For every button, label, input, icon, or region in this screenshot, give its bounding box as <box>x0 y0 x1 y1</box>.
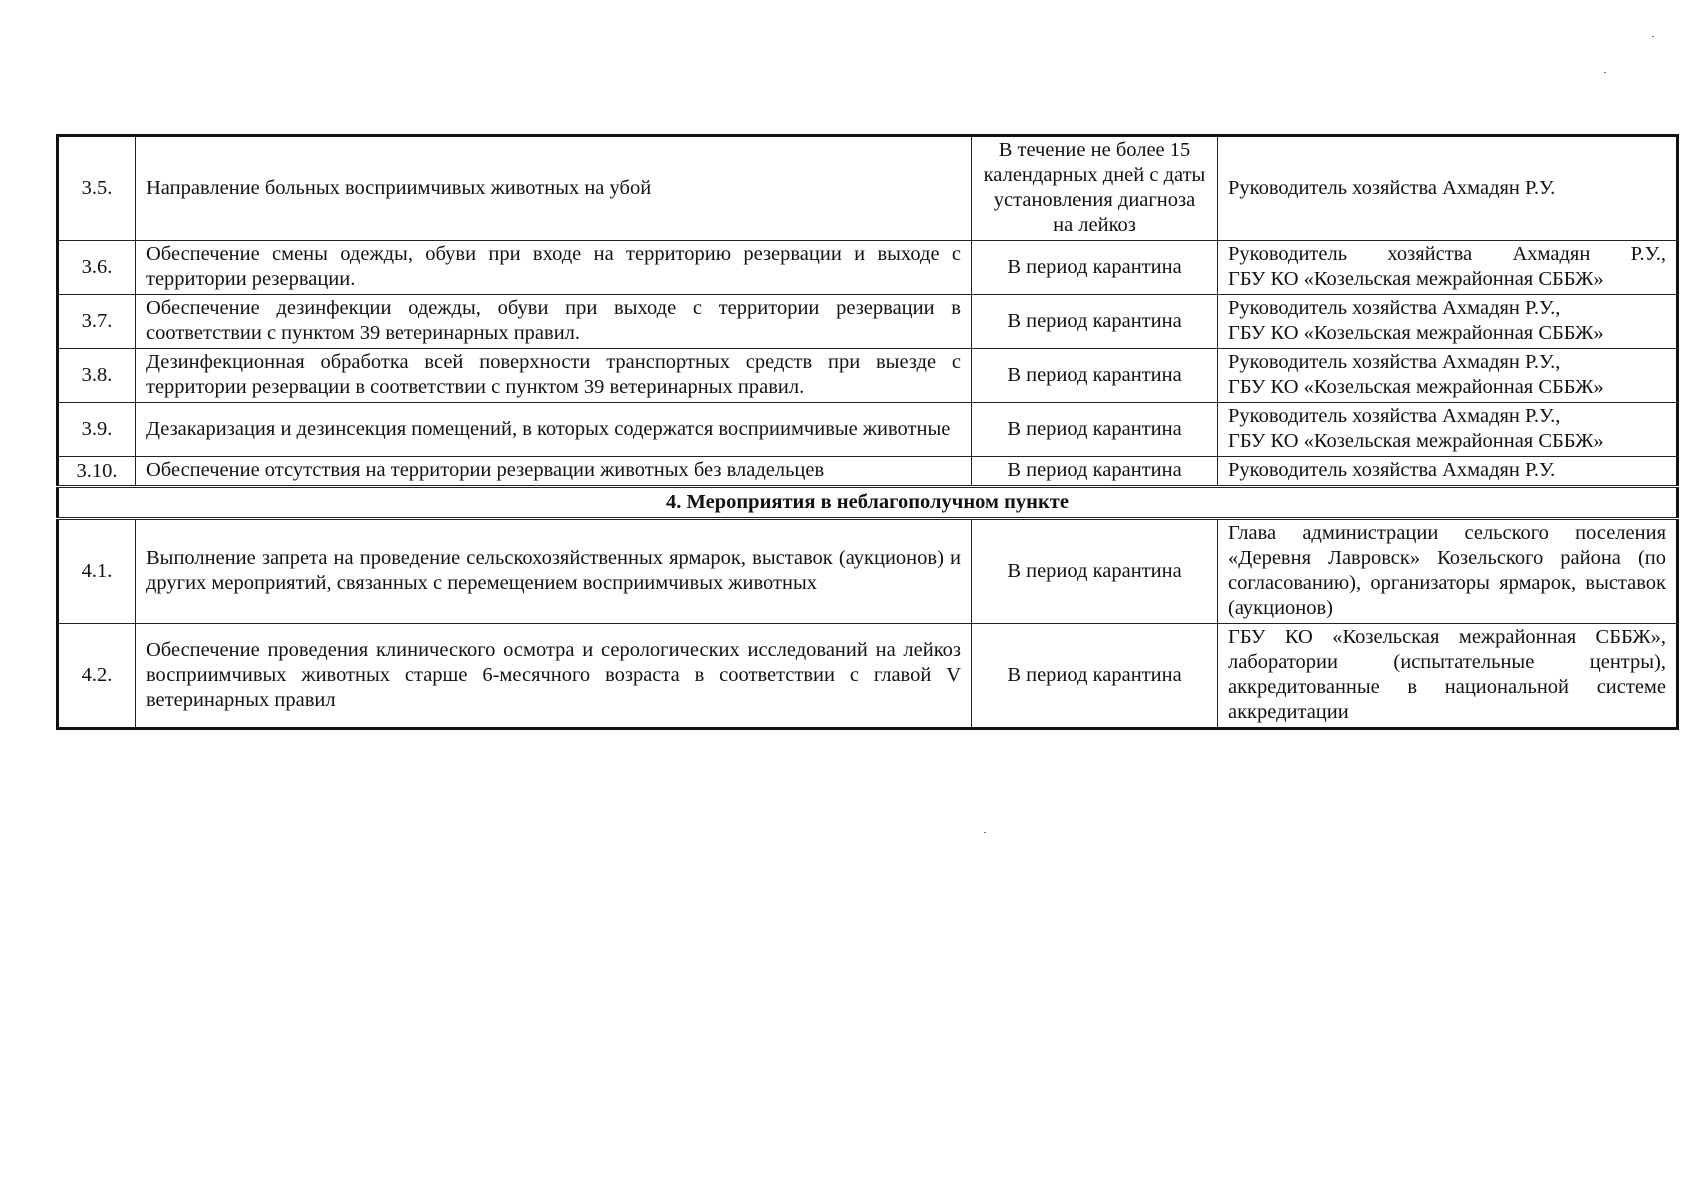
scan-speck <box>1652 36 1654 37</box>
table-row <box>58 136 1678 241</box>
deadline: В период карантина <box>972 295 1218 349</box>
deadline: В период карантина <box>972 241 1218 295</box>
table-row <box>58 624 1678 729</box>
responsible-line: ГБУ КО «Козельская межрайонная СББЖ» <box>1228 268 1604 290</box>
responsible <box>1218 403 1678 457</box>
section-title: 4. Мероприятия в неблагополучном пункте <box>58 487 1678 519</box>
table-row <box>58 349 1678 403</box>
item-number: 3.10. <box>58 457 136 487</box>
deadline: В период карантина <box>972 624 1218 729</box>
measure-description: Обеспечение отсутствия на территории резервации животных без владельцев <box>136 457 972 487</box>
responsible <box>1218 349 1678 403</box>
responsible-line: ГБУ КО «Козельская межрайонная СББЖ» <box>1228 430 1604 452</box>
item-number: 3.9. <box>58 403 136 457</box>
item-number: 3.7. <box>58 295 136 349</box>
responsible <box>1218 241 1678 295</box>
item-number: 3.6. <box>58 241 136 295</box>
item-number: 3.8. <box>58 349 136 403</box>
responsible <box>1218 519 1678 624</box>
table-row <box>58 295 1678 349</box>
measure-description: Выполнение запрета на проведение сельскохозяйственных ярмарок, выставок (аукционов) и других мероприятий, связанных с перемещением восприимчивых животных <box>136 519 972 624</box>
measure-description: Обеспечение смены одежды, обуви при входе на территорию резервации и выходе с территории резервации. <box>136 241 972 295</box>
deadline: В период карантина <box>972 519 1218 624</box>
plan-table-page <box>56 134 1676 730</box>
responsible <box>1218 295 1678 349</box>
responsible-line: Руководитель хозяйства Ахмадян Р.У., <box>1228 351 1561 373</box>
responsible <box>1218 624 1678 729</box>
measures-table <box>56 134 1679 730</box>
deadline: В период карантина <box>972 349 1218 403</box>
item-number: 3.5. <box>58 136 136 241</box>
deadline: В течение не более 15 календарных дней с даты установления диагноза на лейкоз <box>972 136 1218 241</box>
responsible-line: Руководитель хозяйства Ахмадян Р.У., <box>1228 405 1561 427</box>
deadline: В период карантина <box>972 403 1218 457</box>
responsible-line: Глава администрации сельского поселения «Деревня Лавровск» Козельского района (по согласованию), организаторы ярмарок, выставок (аукционов) <box>1228 522 1666 619</box>
responsible <box>1218 136 1678 241</box>
scan-speck <box>984 832 986 833</box>
responsible-line: ГБУ КО «Козельская межрайонная СББЖ», лаборатории (испытательные центры), аккредитованные в национальной системе аккредитации <box>1228 626 1666 723</box>
responsible <box>1218 457 1678 487</box>
table-row <box>58 519 1678 624</box>
table-row <box>58 403 1678 457</box>
responsible-line: ГБУ КО «Козельская межрайонная СББЖ» <box>1228 376 1604 398</box>
measure-description: Обеспечение проведения клинического осмотра и серологических исследований на лейкоз восприимчивых животных старше 6-месячного возраста в соответствии с главой V ветеринарных правил <box>136 624 972 729</box>
responsible-line: Руководитель хозяйства Ахмадян Р.У. <box>1228 459 1556 481</box>
responsible-line: Руководитель хозяйства Ахмадян Р.У., <box>1228 243 1666 265</box>
item-number: 4.1. <box>58 519 136 624</box>
responsible-line: Руководитель хозяйства Ахмадян Р.У., <box>1228 297 1561 319</box>
item-number: 4.2. <box>58 624 136 729</box>
deadline: В период карантина <box>972 457 1218 487</box>
responsible-line: ГБУ КО «Козельская межрайонная СББЖ» <box>1228 322 1604 344</box>
table-row <box>58 241 1678 295</box>
table-row <box>58 457 1678 487</box>
measure-description: Направление больных восприимчивых животных на убой <box>136 136 972 241</box>
measure-description: Обеспечение дезинфекции одежды, обуви при выходе с территории резервации в соответствии с пунктом 39 ветеринарных правил. <box>136 295 972 349</box>
measure-description: Дезинфекционная обработка всей поверхности транспортных средств при выезде с территории резервации в соответствии с пунктом 39 ветеринарных правил. <box>136 349 972 403</box>
section-header-row <box>58 487 1678 519</box>
responsible-line: Руководитель хозяйства Ахмадян Р.У. <box>1228 176 1556 199</box>
scan-speck <box>1604 72 1606 73</box>
measure-description: Дезакаризация и дезинсекция помещений, в которых содержатся восприимчивые животные <box>136 403 972 457</box>
